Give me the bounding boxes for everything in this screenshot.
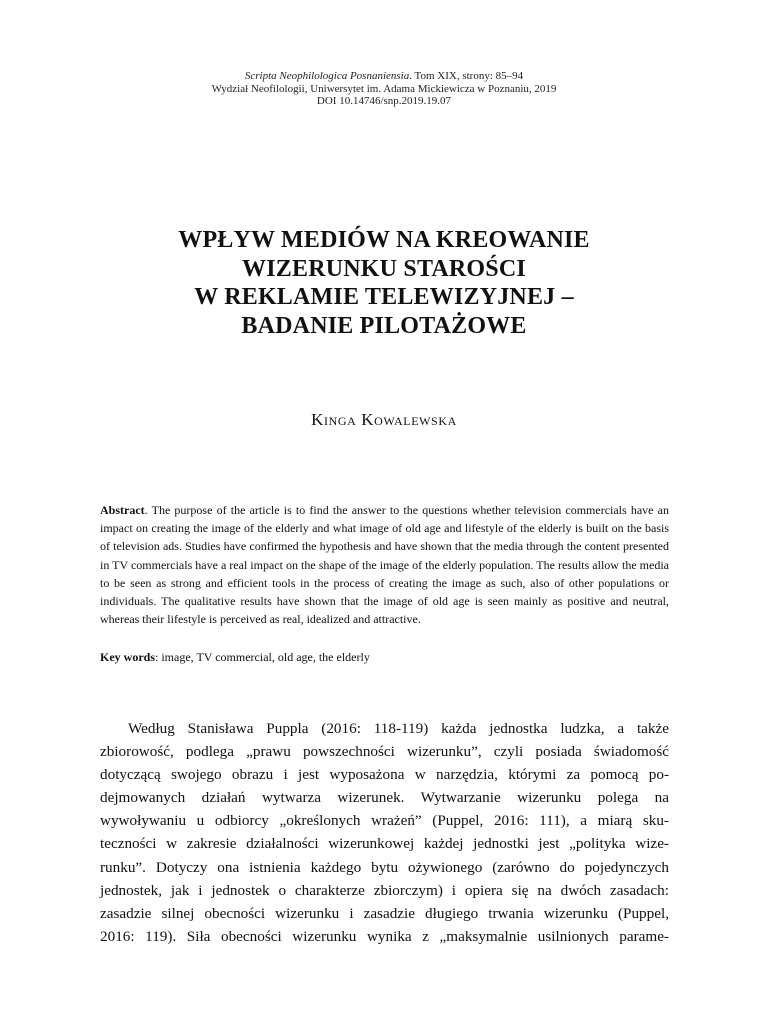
body-line: runku”. Dotyczy ona istnienia każdego bytu ożywionego (zarówno do pojedynczych <box>100 858 669 876</box>
keywords <box>100 648 669 666</box>
body-line: zasadzie silnej obecności wizerunku i zasadzie długiego trwania wizerunku (Puppel, <box>100 904 669 922</box>
journal-name: Scripta Neophilologica Posnaniensia <box>244 70 410 82</box>
body-line: dejmowanych działań wytwarza wizerunek. Wytwarzanie wizerunku polega na <box>100 789 669 807</box>
body-line: teczności w zakresie działalności wizerunkowej każdej jednostki jest „polityka wize- <box>100 835 669 853</box>
abstract <box>100 501 669 628</box>
abstract-text: . The purpose of the article is to find the answer to the questions whether television commercials have an impact on creating the image of the elderly and what image of old age and lifestyle of the elderly is built on the basis of television ads. Studies have confirmed the hypothesis and have shown that the media through the content presented in TV commercials have a real impact on the shape of the image of the elderly population. The results allow the media to be seen as strong and efficient tools in the process of creating the image as such, also of other populations or individuals. The qualitative results have shown that the image of old age is seen mainly as positive and neutral, whereas their lifestyle is perceived as real, idealized and attractive. <box>100 503 669 627</box>
journal-doi: DOI 10.14746/snp.2019.19.07 <box>316 95 452 107</box>
title-line: W REKLAMIE TELEWIZYJNEJ – <box>194 284 574 310</box>
article-title <box>100 226 668 340</box>
journal-header <box>0 70 768 108</box>
title-line: WPŁYW MEDIÓW NA KREOWANIE <box>178 227 590 253</box>
keywords-label: Key words <box>100 650 155 664</box>
body-line: jednostek, jak i jednostek o charakterze zbiorczym) i opiera się na dwóch zasadach: <box>100 881 669 899</box>
title-line: WIZERUNKU STAROŚCI <box>242 255 526 282</box>
abstract-label: Abstract <box>100 503 145 517</box>
author-name: Kinga Kowalewska <box>311 410 457 429</box>
body-line: 2016: 119). Siła obecności wizerunku wynika z „maksymalnie usilnionych parame- <box>100 927 669 945</box>
journal-citation <box>0 70 768 83</box>
body-line: Według Stanisława Puppla (2016: 118-119) każda jednostka ludzka, a także <box>128 720 669 737</box>
body-line: dotyczącą swojego obrazu i jest wyposażona w narzędzia, którymi za pomocą po- <box>100 766 669 784</box>
journal-volume: . Tom XIX, strony: 85–94 <box>409 70 524 82</box>
title-line: BADANIE PILOTAŻOWE <box>241 312 527 339</box>
journal-faculty: Wydział Neofilologii, Uniwersytet im. Adama Mickiewicza w Poznaniu, 2019 <box>211 82 557 95</box>
body-line: wywoływaniu u odbiorcy „określonych wrażeń” (Puppel, 2016: 111), a miarą sku- <box>100 812 669 830</box>
body-line: zbiorowość, podlega „prawu powszechności wizerunku”, czyli posiada świadomość <box>100 743 669 761</box>
body-paragraph <box>100 717 669 948</box>
keywords-text: : image, TV commercial, old age, the elderly <box>155 650 370 664</box>
